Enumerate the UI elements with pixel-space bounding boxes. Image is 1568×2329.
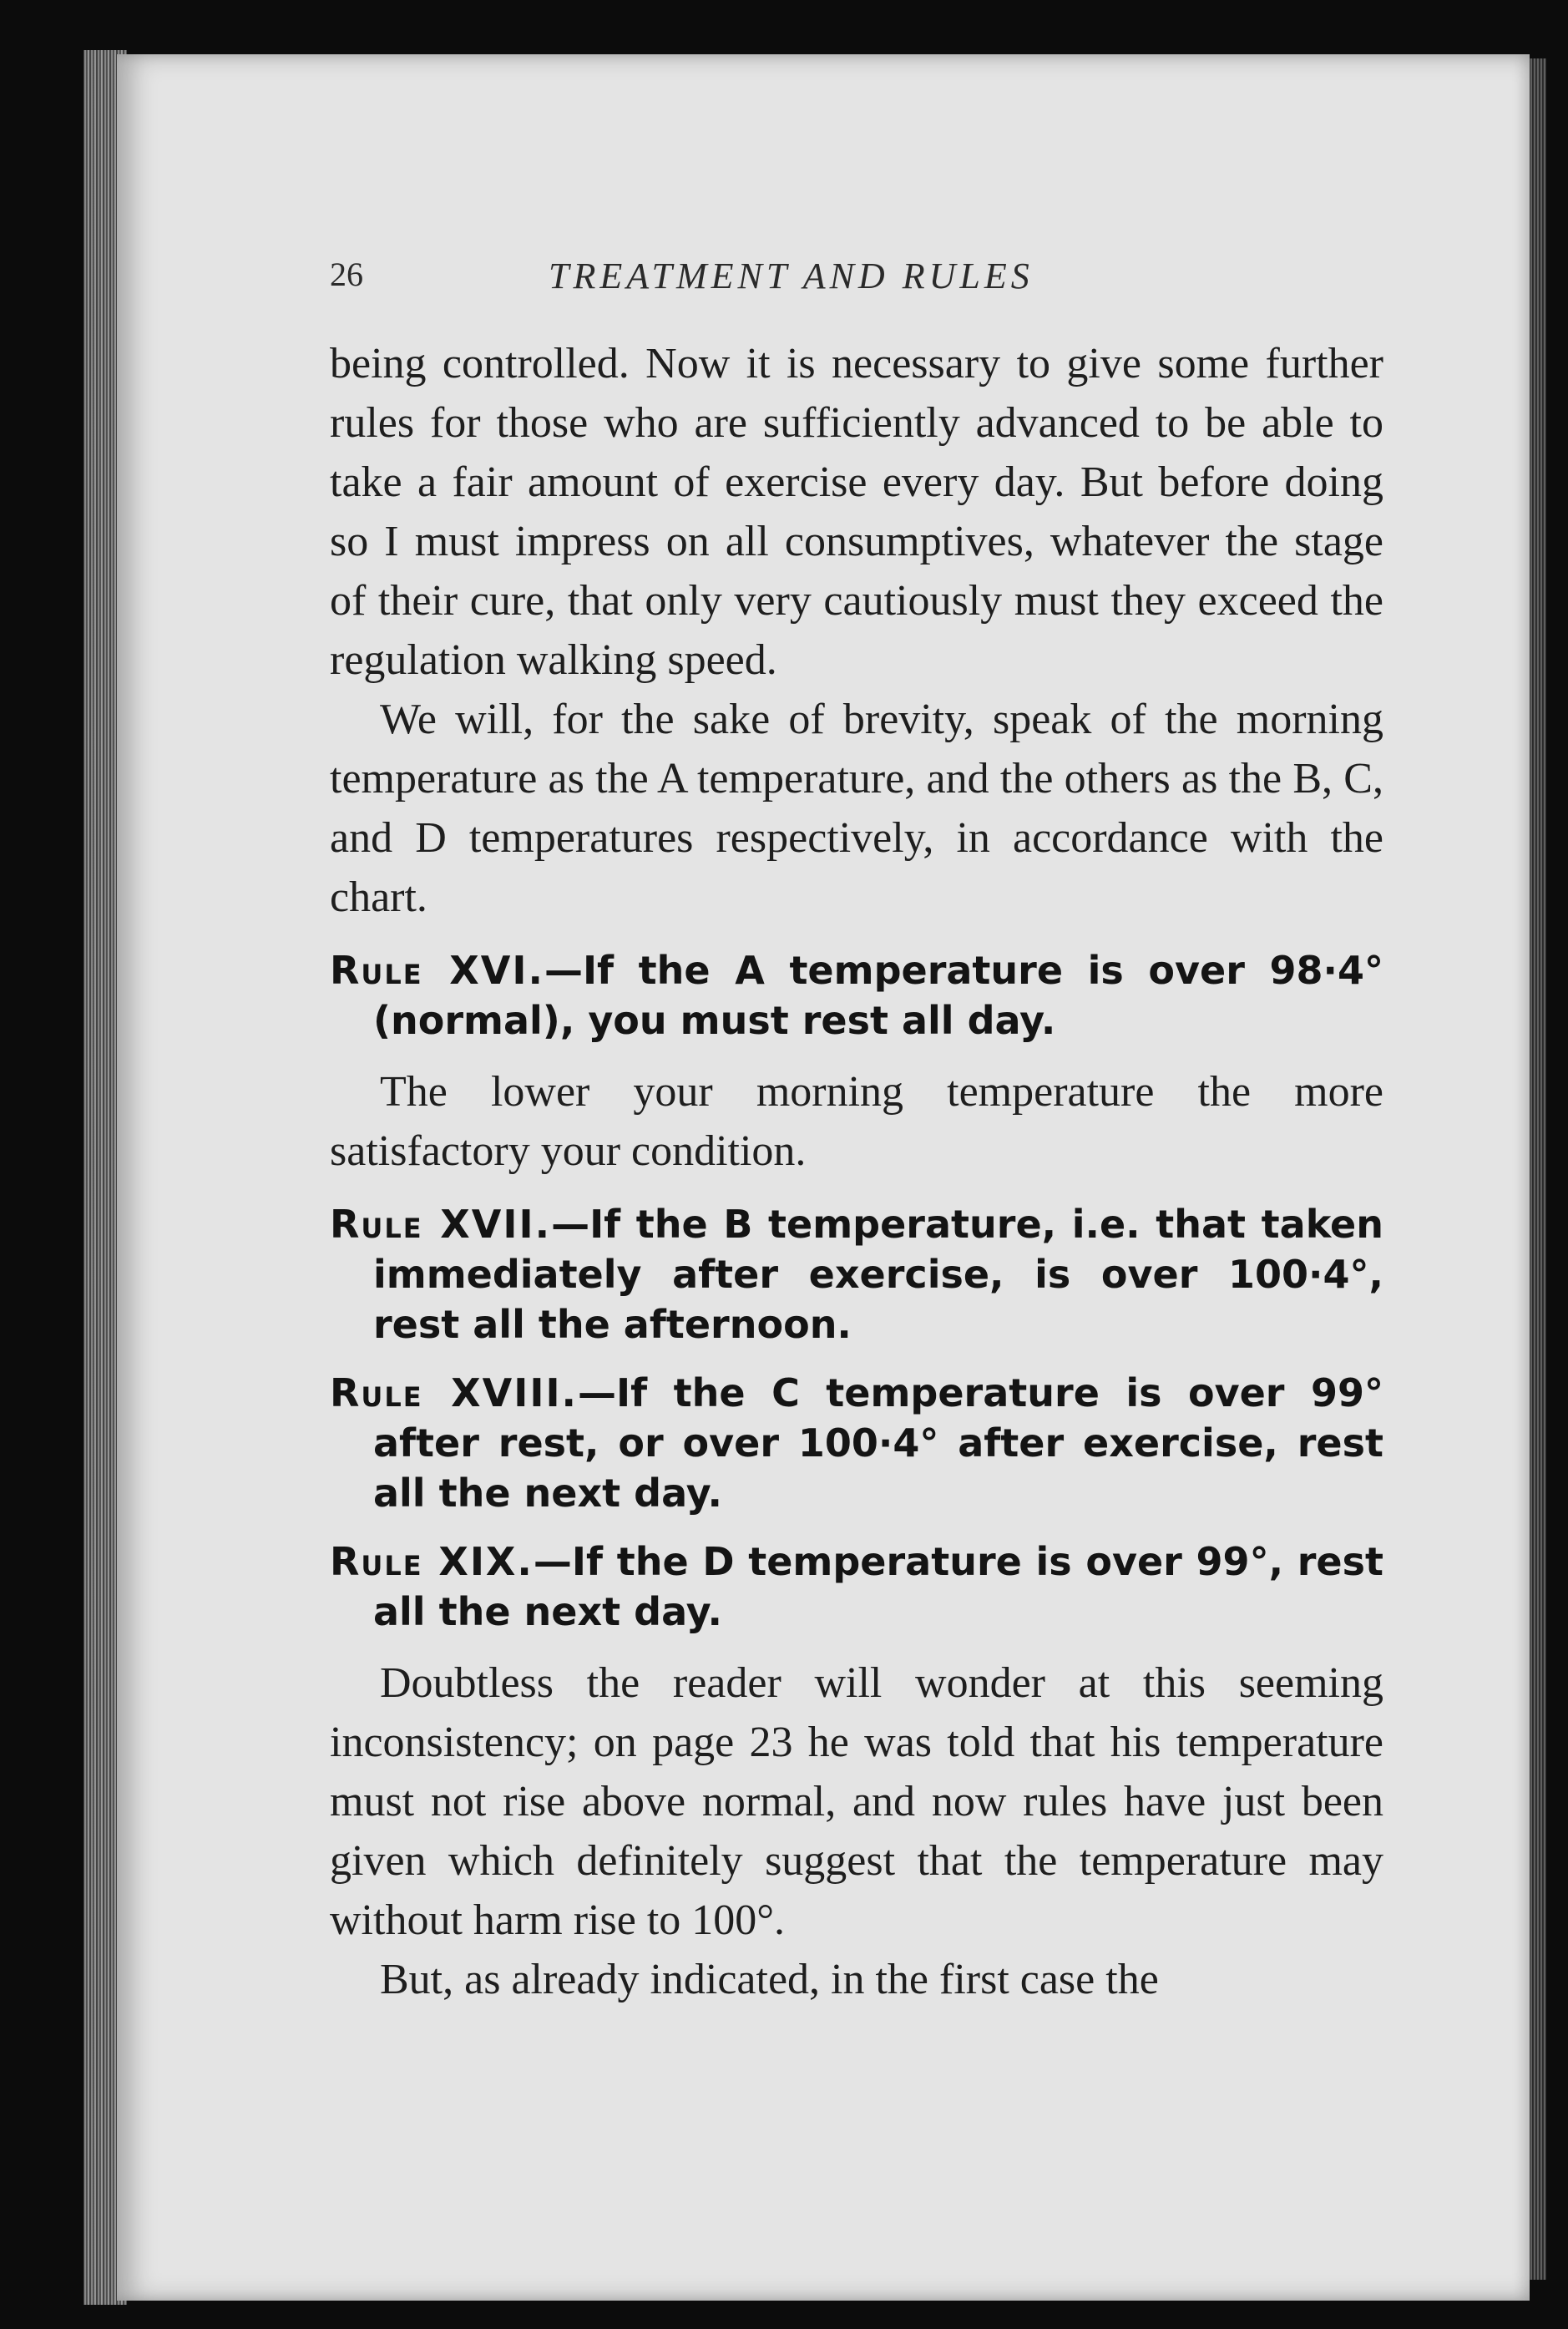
rule-text: —If the A temperature is over 98·4° (normal), you must rest all day. (373, 948, 1383, 1043)
running-head (330, 255, 1407, 305)
paragraph-temperature-naming: We will, for the sake of brevity, speak of the morning temperature as the A temperature, and the others as the B, C, and D temperatures respectively, in accordance with the chart. (330, 696, 1383, 921)
rule-label: Rule XVII. (330, 1202, 552, 1247)
paragraph-inconsistency: Doubtless the reader will wonder at this seeming inconsistency; on page 23 he was told that his temperature must not rise above normal, and now rules have just been given which definitely suggest that the temperature may without harm rise to 100°. (330, 1659, 1383, 1944)
page-right-edge (1530, 58, 1546, 2280)
paragraph-continuation: But, as already indicated, in the first case the (380, 1956, 1159, 2003)
paragraph-intro: being controlled. Now it is necessary to give some further rules for those who are sufficiently advanced to be able to take a fair amount of exercise every day. But before doing so I must impress on all consumptives, whatever the stage of their cure, that only very cautiously must they exceed the regulation walking speed. (330, 340, 1383, 684)
rule-label: Rule XVI. (330, 948, 544, 993)
page-body (330, 334, 1383, 2009)
rule-xvi (330, 945, 1383, 1046)
rule-text: —If the B temperature, i.e. that taken immediately after exercise, is over 100·4°, rest all the afternoon. (373, 1202, 1384, 1347)
rule-label: Rule XIX. (330, 1539, 534, 1584)
running-title: TREATMENT AND RULES (549, 256, 1034, 296)
rule-xvii (330, 1199, 1383, 1349)
page-number: 26 (330, 256, 363, 293)
rule-text: —If the C temperature is over 99° after rest, or over 100·4° after exercise, rest all the next day. (373, 1370, 1383, 1516)
rule-xix (330, 1537, 1383, 1637)
rule-label: Rule XVIII. (330, 1370, 579, 1415)
paragraph-morning-temperature: The lower your morning temperature the more satisfactory your condition. (330, 1068, 1383, 1175)
rule-xviii (330, 1368, 1383, 1518)
rule-text: —If the D temperature is over 99°, rest all the next day. (373, 1539, 1383, 1634)
